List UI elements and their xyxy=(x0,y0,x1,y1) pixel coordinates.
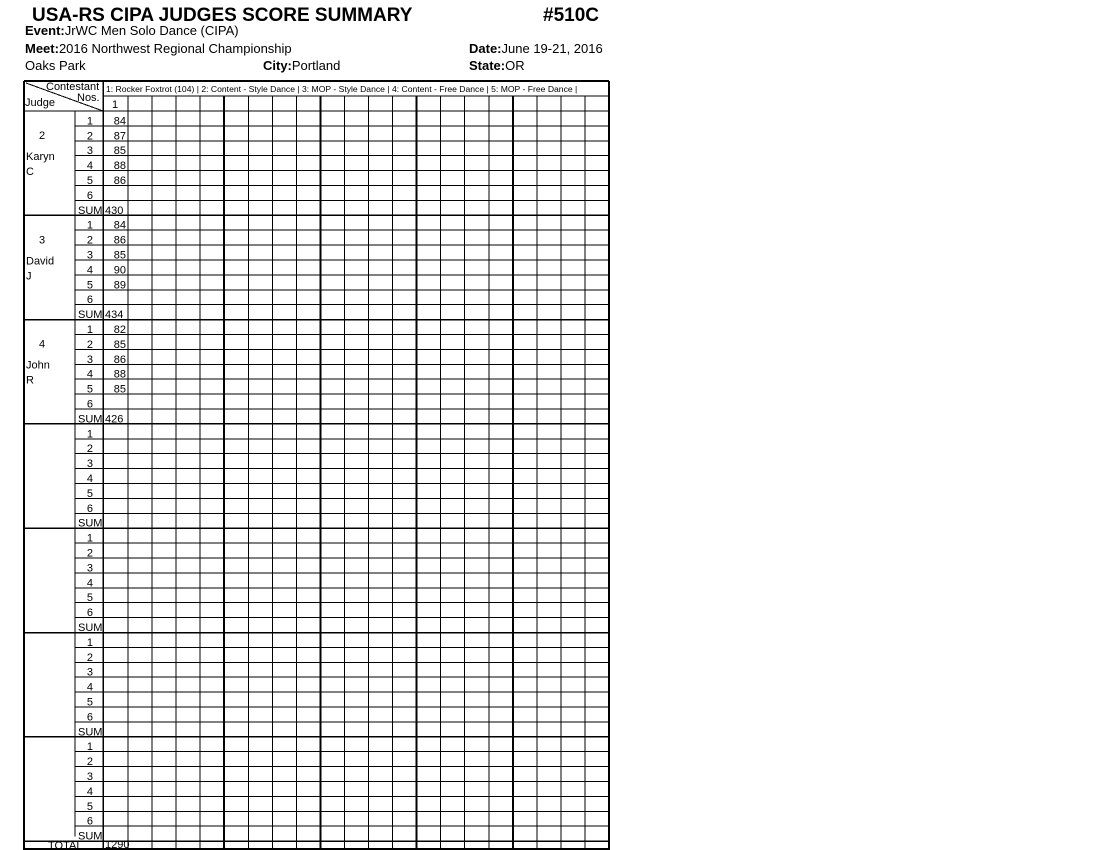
judge-first-name: David xyxy=(26,255,55,268)
row-number: 6 xyxy=(86,398,93,411)
venue: Oaks Park xyxy=(25,58,86,73)
row-number: 5 xyxy=(86,592,93,605)
meet-label: Meet: xyxy=(25,41,59,56)
row-number: 5 xyxy=(86,696,93,709)
row-number: 5 xyxy=(86,175,93,187)
judge-last-initial: C xyxy=(26,166,34,178)
row-number: 5 xyxy=(86,800,93,813)
city-label: City: xyxy=(263,58,292,73)
row-number: 2 xyxy=(86,443,93,456)
score-cell: 84 xyxy=(113,115,126,128)
row-number: 1 xyxy=(86,428,93,441)
row-number: 6 xyxy=(86,711,93,724)
judge-last-initial: J xyxy=(26,270,32,283)
event-value: JrWC Men Solo Dance (CIPA) xyxy=(64,23,239,38)
score-cell: 86 xyxy=(113,353,126,366)
sum-label: SUM xyxy=(78,309,103,322)
sum-label: SUM xyxy=(78,413,103,426)
row-number: 4 xyxy=(86,681,93,694)
grid-lines xyxy=(24,81,609,850)
score-cell: 82 xyxy=(113,324,126,336)
judge-number: 2 xyxy=(38,130,46,142)
row-number: 4 xyxy=(86,264,93,277)
sum-value: 426 xyxy=(105,413,124,426)
row-number: 6 xyxy=(86,189,93,202)
contestant-label: Contestant xyxy=(46,81,100,93)
judge-label: Judge xyxy=(25,97,55,109)
row-number: 6 xyxy=(86,502,93,515)
row-number: 3 xyxy=(86,666,93,679)
sum-label: SUM xyxy=(78,726,103,739)
score-cell: 87 xyxy=(113,130,126,143)
score-cell: 90 xyxy=(113,264,126,277)
row-number: 4 xyxy=(86,577,93,590)
judge-blocks xyxy=(26,115,126,842)
score-cell: 85 xyxy=(113,145,126,158)
score-cell: 85 xyxy=(113,383,126,396)
row-number: 1 xyxy=(86,219,93,232)
page-title: USA-RS CIPA JUDGES SCORE SUMMARY xyxy=(32,5,413,26)
row-number: 5 xyxy=(86,383,93,396)
dance-header: 1: Rocker Foxtrot (104) | 2: Content - Style Dance | 3: MOP - Style Dance | 4: Content - Free Dance | 5: MOP - Free Dance | xyxy=(106,84,578,94)
row-number: 5 xyxy=(86,487,93,500)
row-number: 4 xyxy=(86,785,93,798)
judge-number: 3 xyxy=(38,234,46,247)
row-number: 1 xyxy=(86,741,93,754)
row-number: 6 xyxy=(86,607,93,620)
total-label: TOTAL xyxy=(48,840,83,850)
sum-label: SUM xyxy=(78,204,103,217)
row-number: 3 xyxy=(86,562,93,575)
state-label: State: xyxy=(469,58,506,73)
total-value: 1290 xyxy=(105,839,130,850)
row-number: 4 xyxy=(86,160,93,173)
judge-first-name: John xyxy=(26,359,50,372)
date-label: Date: xyxy=(469,41,502,56)
row-number: 2 xyxy=(86,651,93,664)
row-number: 2 xyxy=(86,234,93,247)
state-value: OR xyxy=(505,58,525,73)
judge-last-initial: R xyxy=(26,374,34,387)
score-cell: 89 xyxy=(113,279,126,292)
row-number: 1 xyxy=(86,532,93,545)
sum-label: SUM xyxy=(78,517,103,530)
score-cell: 84 xyxy=(113,219,126,232)
row-number: 3 xyxy=(86,458,93,471)
row-number: 1 xyxy=(86,636,93,649)
row-number: 2 xyxy=(86,130,93,143)
sum-label: SUM xyxy=(78,830,103,843)
score-cell: 86 xyxy=(113,234,126,247)
city-value: Portland xyxy=(291,58,341,73)
row-number: 5 xyxy=(86,279,93,292)
judge-first-name: Karyn xyxy=(26,151,55,163)
row-number: 3 xyxy=(86,353,93,366)
row-number: 1 xyxy=(86,324,93,336)
row-number: 3 xyxy=(86,771,93,783)
row-number: 6 xyxy=(86,294,93,307)
row-number: 4 xyxy=(86,473,93,485)
sum-value: 434 xyxy=(105,309,124,322)
sum-label: SUM xyxy=(78,622,103,634)
row-number: 1 xyxy=(86,115,93,128)
row-number: 3 xyxy=(86,145,93,158)
score-cell: 88 xyxy=(113,160,126,173)
score-cell: 86 xyxy=(113,175,126,187)
row-number: 2 xyxy=(86,338,93,351)
meet-value: 2016 Northwest Regional Championship xyxy=(58,41,292,56)
row-number: 2 xyxy=(86,547,93,560)
judge-number: 4 xyxy=(38,338,46,351)
nos-label: Nos. xyxy=(77,92,100,104)
row-number: 3 xyxy=(86,249,93,262)
row-number: 2 xyxy=(86,756,93,769)
score-cell: 85 xyxy=(113,338,126,351)
score-cell: 88 xyxy=(113,368,126,381)
sum-value: 430 xyxy=(105,204,124,217)
date-value: June 19-21, 2016 xyxy=(501,41,603,56)
contestant-number: 1 xyxy=(112,99,119,111)
row-number: 4 xyxy=(86,368,93,381)
score-cell: 85 xyxy=(113,249,126,262)
event-label: Event: xyxy=(25,23,65,38)
form-code: #510C xyxy=(543,5,599,26)
row-number: 6 xyxy=(86,815,93,828)
